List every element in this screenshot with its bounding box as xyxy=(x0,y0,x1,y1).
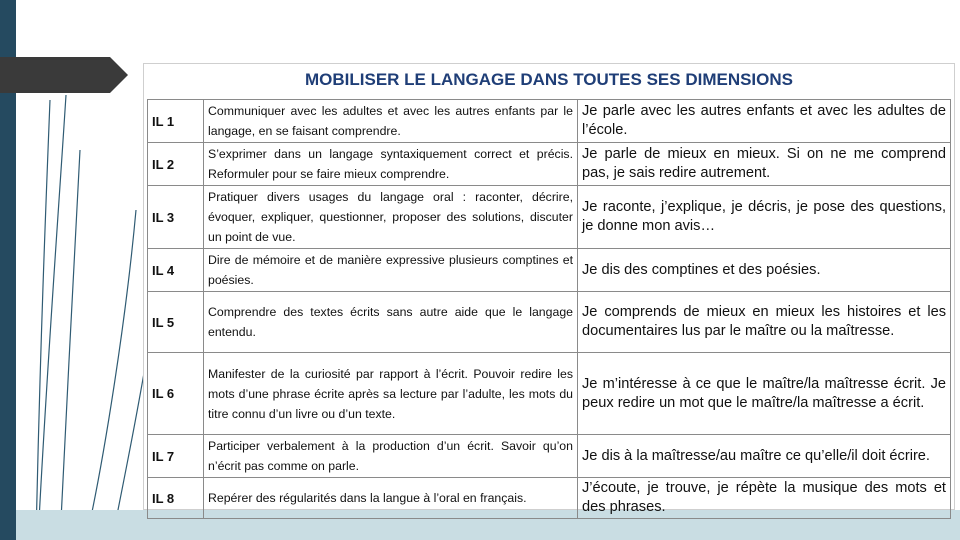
row-code: IL 2 xyxy=(148,143,204,186)
skill-cell: Comprendre des textes écrits sans autre aide que le langage entendu. xyxy=(204,292,578,353)
row-code: IL 1 xyxy=(148,100,204,143)
skill-cell: Repérer des régularités dans la langue à l’oral en français. xyxy=(204,478,578,519)
skills-table xyxy=(147,99,951,519)
table-row xyxy=(148,478,951,519)
child-statement-cell: J’écoute, je trouve, je répète la musique des mots et des phrases. xyxy=(578,478,951,519)
table-row xyxy=(148,143,951,186)
table-row xyxy=(148,292,951,353)
slide-tab-marker xyxy=(0,57,128,93)
table-row xyxy=(148,100,951,143)
row-code: IL 8 xyxy=(148,478,204,519)
table-row xyxy=(148,353,951,435)
skill-cell: Dire de mémoire et de manière expressive plusieurs comptines et poésies. xyxy=(204,249,578,292)
row-code: IL 7 xyxy=(148,435,204,478)
child-statement-cell: Je dis à la maîtresse/au maître ce qu’elle/il doit écrire. xyxy=(578,435,951,478)
skill-cell: Participer verbalement à la production d’un écrit. Savoir qu’on n’écrit pas comme on parle. xyxy=(204,435,578,478)
skill-cell: Pratiquer divers usages du langage oral : raconter, décrire, évoquer, expliquer, questionner, proposer des solutions, discuter un point de vue. xyxy=(204,186,578,249)
skill-cell: Communiquer avec les adultes et avec les autres enfants par le langage, en se faisant comprendre. xyxy=(204,100,578,143)
row-code: IL 4 xyxy=(148,249,204,292)
row-code: IL 3 xyxy=(148,186,204,249)
table-row xyxy=(148,249,951,292)
skill-cell: Manifester de la curiosité par rapport à l’écrit. Pouvoir redire les mots d’une phrase écrite après sa lecture par l’adulte, les mots du titre connu d’un livre ou d’un texte. xyxy=(204,353,578,435)
table-row xyxy=(148,435,951,478)
document-title: MOBILISER LE LANGAGE DANS TOUTES SES DIMENSIONS xyxy=(304,70,793,89)
child-statement-cell: Je m’intéresse à ce que le maître/la maîtresse écrit. Je peux redire un mot que le maître/la maîtresse a écrit. xyxy=(578,353,951,435)
document-image xyxy=(143,63,955,515)
table-row xyxy=(148,186,951,249)
child-statement-cell: Je raconte, j’explique, je décris, je pose des questions, je donne mon avis… xyxy=(578,186,951,249)
row-code: IL 6 xyxy=(148,353,204,435)
skill-cell: S’exprimer dans un langage syntaxiquement correct et précis. Reformuler pour se faire mieux comprendre. xyxy=(204,143,578,186)
child-statement-cell: Je dis des comptines et des poésies. xyxy=(578,249,951,292)
child-statement-cell: Je parle avec les autres enfants et avec les adultes de l’école. xyxy=(578,100,951,143)
child-statement-cell: Je parle de mieux en mieux. Si on ne me comprend pas, je sais redire autrement. xyxy=(578,143,951,186)
row-code: IL 5 xyxy=(148,292,204,353)
child-statement-cell: Je comprends de mieux en mieux les histoires et les documentaires lus par le maître ou la maîtresse. xyxy=(578,292,951,353)
